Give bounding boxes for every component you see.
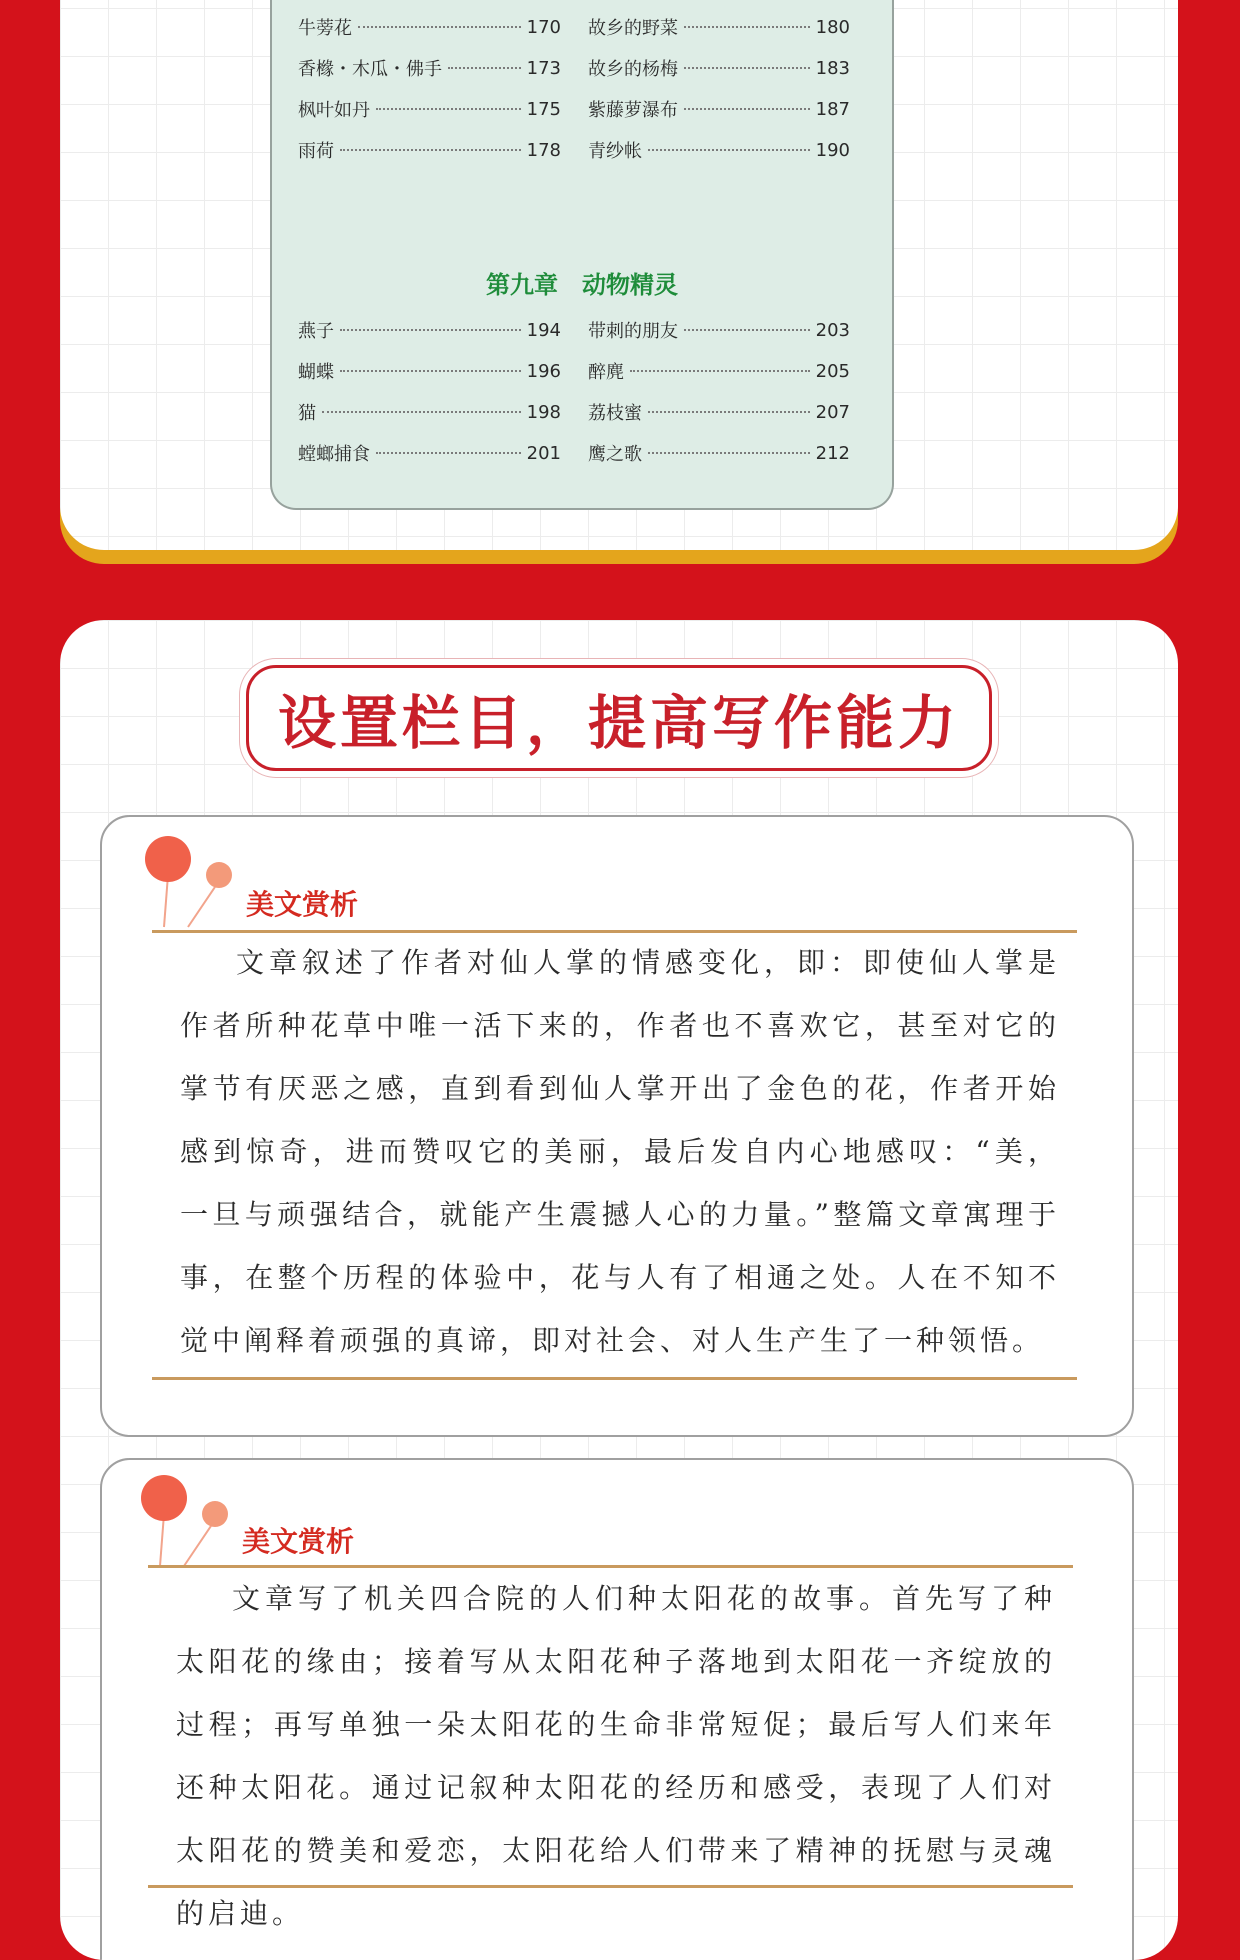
card-label: 美文赏析 (242, 1525, 355, 1558)
toc-entry-title: 雨荷 (298, 141, 334, 162)
toc-entry[interactable] (588, 53, 850, 83)
toc-entry-title: 紫藤萝瀑布 (588, 100, 678, 121)
toc-leader-dots (648, 149, 810, 151)
toc-leader-dots (448, 67, 521, 69)
toc-entry-title: 螳螂捕食 (298, 444, 370, 465)
toc-entry[interactable] (298, 438, 561, 468)
chapter-heading: 第九章 动物精灵 (486, 270, 678, 299)
toc-entry-page: 173 (526, 57, 561, 79)
toc-entry-title: 青纱帐 (588, 141, 642, 162)
toc-entry-title: 牛蒡花 (298, 18, 352, 39)
balloon-decoration-icon (142, 835, 252, 930)
toc-entry-page: 198 (526, 401, 561, 423)
feature-panel (60, 620, 1178, 1960)
toc-leader-dots (648, 452, 810, 454)
toc-panel (60, 0, 1178, 550)
appreciation-card (100, 1458, 1134, 1960)
toc-leader-dots (376, 452, 521, 454)
toc-entry[interactable] (588, 12, 850, 42)
balloon-decoration-icon (138, 1474, 248, 1569)
toc-leader-dots (684, 108, 810, 110)
toc-entry-title: 燕子 (298, 321, 334, 342)
toc-entry-page: 170 (526, 16, 561, 38)
toc-entry[interactable] (298, 135, 561, 165)
toc-leader-dots (648, 411, 810, 413)
toc-entry-title: 香橼・木瓜・佛手 (298, 59, 442, 80)
toc-box (270, 0, 894, 510)
toc-entry[interactable] (588, 356, 850, 386)
toc-entry[interactable] (298, 315, 561, 345)
toc-entry-page: 180 (815, 16, 850, 38)
toc-entry-page: 212 (815, 442, 850, 464)
card-body-text: 文章写了机关四合院的人们种太阳花的故事。首先写了种太阳花的缘由；接着写从太阳花种子落地到太阳花一齐绽放的过程；再写单独一朵太阳花的生命非常短促；最后写人们来年还种太阳花。通过记叙种太阳花的经历和感受，表现了人们对太阳花的赞美和爱恋，太阳花给人们带来了精神的抚慰与灵魂的启迪。 (176, 1582, 1056, 1930)
toc-entry-page: 183 (815, 57, 850, 79)
banner-title: 设置栏目，提高写作能力 (277, 689, 960, 757)
toc-entry-page: 178 (526, 139, 561, 161)
card-label: 美文赏析 (246, 888, 359, 921)
toc-leader-dots (376, 108, 521, 110)
toc-entry-page: 194 (526, 319, 561, 341)
toc-leader-dots (684, 67, 810, 69)
toc-entry-page: 207 (815, 401, 850, 423)
card-divider (148, 1885, 1073, 1888)
toc-entry-title: 荔枝蜜 (588, 403, 642, 424)
appreciation-card (100, 815, 1134, 1437)
toc-entry-page: 203 (815, 319, 850, 341)
toc-leader-dots (630, 370, 810, 372)
toc-entry-page: 175 (526, 98, 561, 120)
toc-entry[interactable] (588, 438, 850, 468)
toc-entry-title: 带刺的朋友 (588, 321, 678, 342)
toc-entry[interactable] (298, 94, 561, 124)
toc-entry[interactable] (588, 94, 850, 124)
section-banner (246, 665, 992, 771)
toc-entry-title: 故乡的杨梅 (588, 59, 678, 80)
toc-leader-dots (358, 26, 521, 28)
toc-leader-dots (340, 370, 521, 372)
toc-entry-title: 鹰之歌 (588, 444, 642, 465)
toc-entry[interactable] (298, 53, 561, 83)
toc-entry-title: 故乡的野菜 (588, 18, 678, 39)
toc-entry[interactable] (298, 356, 561, 386)
toc-entry[interactable] (298, 397, 561, 427)
toc-entry-page: 196 (526, 360, 561, 382)
toc-entry[interactable] (588, 135, 850, 165)
toc-entry-page: 201 (526, 442, 561, 464)
toc-entry[interactable] (298, 12, 561, 42)
toc-leader-dots (340, 329, 521, 331)
card-body-text: 文章叙述了作者对仙人掌的情感变化，即：即使仙人掌是作者所种花草中唯一活下来的，作者也不喜欢它，甚至对它的掌节有厌恶之感，直到看到仙人掌开出了金色的花，作者开始感到惊奇，进而赞叹它的美丽，最后发自内心地感叹：“美，一旦与顽强结合，就能产生震撼人心的力量。”整篇文章寓理于事，在整个历程的体验中，花与人有了相通之处。人在不知不觉中阐释着顽强的真谛，即对社会、对人生产生了一种领悟。 (180, 946, 1060, 1357)
toc-entry-title: 醉麂 (588, 362, 624, 383)
toc-entry-title: 蝴蝶 (298, 362, 334, 383)
toc-entry-page: 190 (815, 139, 850, 161)
toc-entry[interactable] (588, 397, 850, 427)
toc-entry-title: 猫 (298, 403, 316, 424)
toc-leader-dots (322, 411, 521, 413)
toc-leader-dots (684, 26, 810, 28)
card-divider (152, 1377, 1077, 1380)
toc-entry[interactable] (588, 315, 850, 345)
toc-leader-dots (684, 329, 810, 331)
toc-leader-dots (340, 149, 521, 151)
toc-entry-title: 枫叶如丹 (298, 100, 370, 121)
toc-entry-page: 187 (815, 98, 850, 120)
toc-entry-page: 205 (815, 360, 850, 382)
